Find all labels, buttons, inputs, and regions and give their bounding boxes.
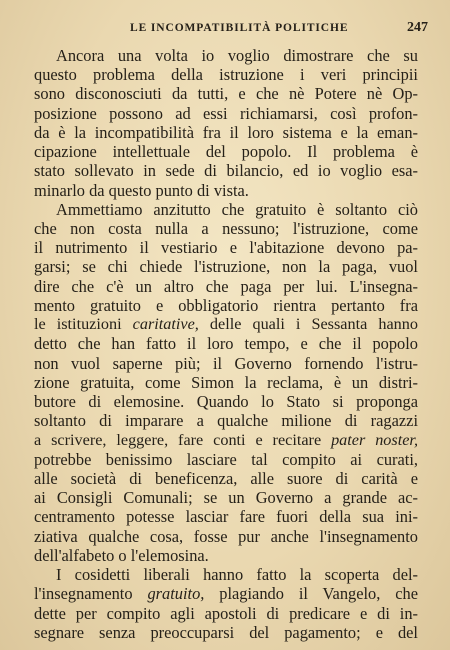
- text-line: alle società di beneficenza, alle suore di carità e: [34, 468, 418, 488]
- text-line: potrebbe benissimo lasciare tal compito ai curati,: [34, 449, 418, 469]
- text-line: Ammettiamo anzitutto che gratuito è soltanto ciò: [56, 199, 418, 219]
- text-line: butore di elemosine. Quando lo Stato si proponga: [34, 392, 418, 412]
- text-line: le istituzioni caritative, delle quali i Sessanta hanno: [34, 315, 418, 334]
- text-line: mento gratuito e obbligatorio rientra pertanto fra: [34, 295, 418, 315]
- text-line: ai Consigli Comunali; se un Governo a grande ac-: [34, 488, 418, 508]
- text-line: a scrivere, leggere, fare conti e recitare pater noster,: [34, 430, 418, 449]
- italic-word: caritative,: [132, 315, 199, 334]
- text-line: garsi; se chi chiede l'istruzione, non la paga, vuol: [34, 257, 418, 277]
- text-line: I cosidetti liberali hanno fatto la scoperta del-: [56, 565, 418, 585]
- running-title: LE INCOMPATIBILITÀ POLITICHE: [130, 22, 349, 34]
- text-line: l'insegnamento gratuito, plagiando il Vangelo, che: [34, 584, 418, 604]
- text-line: non vuol saperne più; il Governo fornendo l'istru-: [34, 353, 418, 373]
- text-line: da è la incompatibilità fra il loro sistema e la eman-: [34, 122, 418, 142]
- text-line: dell'alfabeto o l'elemosina.: [34, 545, 209, 565]
- text-line: questo problema della istruzione i veri principii: [34, 65, 418, 85]
- text-line: che non costa nulla a nessuno; l'istruzione, come: [34, 219, 418, 239]
- page-number: 247: [407, 20, 428, 35]
- text-line: dire che c'è un altro che paga per lui. L'insegna-: [34, 276, 418, 296]
- italic-phrase: pater noster,: [331, 430, 418, 449]
- text-line: cipazione intellettuale del popolo. Il problema è: [34, 142, 418, 162]
- text-line: sono disconosciuti da tutti, e che nè Potere nè Op-: [34, 84, 418, 104]
- text-line: il nutrimento il vestiario e l'abitazione devono pa-: [34, 238, 418, 258]
- text-line: Ancora una volta io voglio dimostrare che su: [56, 46, 418, 65]
- text-line: soltanto di imparare a qualche milione di ragazzi: [34, 411, 418, 431]
- text-line: minarlo da questo punto di vista.: [34, 180, 249, 200]
- text-line: dette per compito agli apostoli di predicare e di in-: [34, 603, 418, 623]
- text-line: centramento potesse lasciar fare fuori della sua ini-: [34, 507, 418, 527]
- running-head: [0, 22, 450, 42]
- text-line: stato sollevato in sede di bilancio, ed io voglio esa-: [34, 161, 418, 181]
- text-line: posizione possono ad essi richiamarsi, così profon-: [34, 103, 418, 123]
- italic-word: gratuito,: [147, 584, 205, 604]
- text-line: segnare senza preoccuparsi del pagamento; e del: [34, 622, 418, 642]
- text-line: ziativa qualche cosa, fosse pur anche l'insegnamento: [34, 526, 418, 546]
- text-line: zione gratuita, come Simon la reclama, è un distri-: [34, 372, 418, 392]
- text-line: detto che han fatto il loro tempo, e che il popolo: [34, 334, 418, 354]
